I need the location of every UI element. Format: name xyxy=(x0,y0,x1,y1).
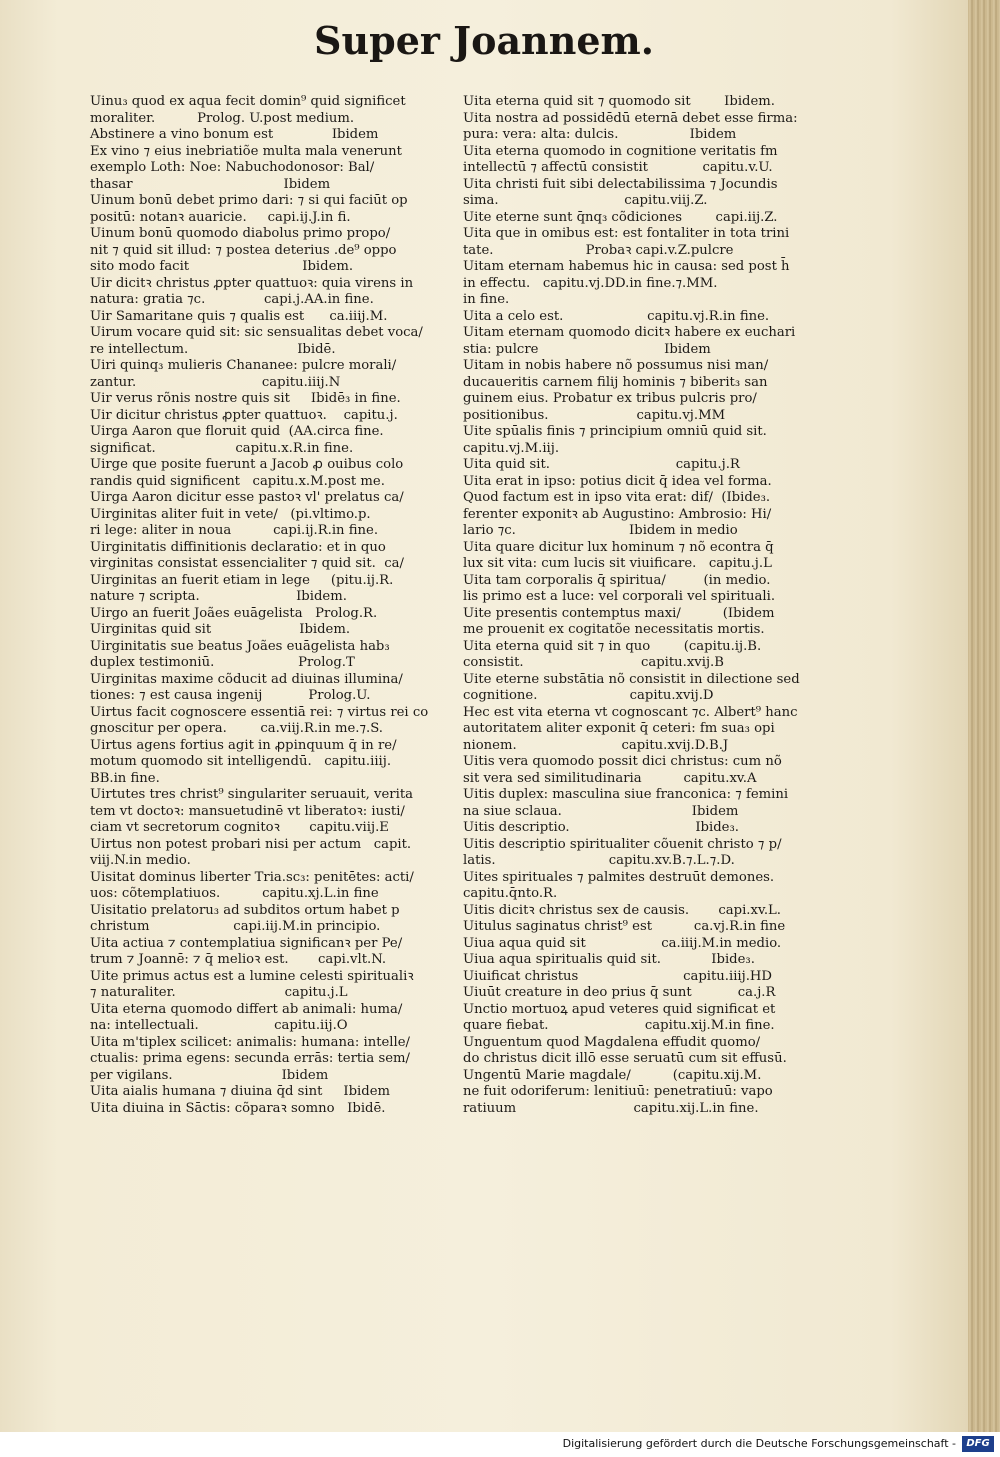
index-entry-line: gnoscitur per opera. ca.viij.R.in me.⁊.S. xyxy=(90,721,383,736)
index-entry-line: Unctio mortuoꝝ apud veteres quid significat et xyxy=(463,1001,776,1017)
index-entry-line: Uir Samaritane quis ⁊ qualis est ca.iiij.M. xyxy=(90,308,388,324)
index-entry-line: Uirginitas aliter fuit in vete/ (pi.vltimo.p. xyxy=(90,506,371,522)
index-entry-line: uos: cõtemplatiuos. capitu.xj.L.in fine xyxy=(90,886,379,901)
index-column-left xyxy=(90,94,436,1117)
index-entry-line: zantur. capitu.iiij.N xyxy=(90,374,341,390)
index-entry-line: positionibus. capitu.vj.MM xyxy=(463,407,726,423)
index-entry-line: na siue sclaua. Ibidem xyxy=(463,803,739,819)
index-entry-line: quare fiebat. capitu.xij.M.in fine. xyxy=(463,1018,775,1033)
index-entry-line: Uita aialis humana ⁊ diuina q̄d sint Ibidem xyxy=(90,1084,391,1099)
running-head: Super Joannem. xyxy=(314,18,654,63)
index-entry-line: tiones: ⁊ est causa ingenij Prolog.U. xyxy=(90,688,371,703)
index-entry-line: nature ⁊ scripta. Ibidem. xyxy=(90,589,347,604)
index-entry-line: intellectū ⁊ affectū consistit capitu.v.U. xyxy=(463,160,773,175)
index-entry-line: christum capi.iij.M.in principio. xyxy=(90,919,381,934)
index-entry-line: nit ⁊ quid sit illud: ⁊ postea deterius .de⁹ oppo xyxy=(90,242,397,258)
index-entry-line: Uirga Aaron que floruit quid (AA.circa fine. xyxy=(90,424,384,439)
index-entry-line: Uite eterne sunt q̄nq₃ cõdiciones capi.iij.Z. xyxy=(463,209,778,225)
index-entry-line: ⁊ naturaliter. capitu.j.L xyxy=(90,985,348,1000)
index-entry-line: Uiua aqua spiritualis quid sit. Ibide₃. xyxy=(463,952,755,967)
index-entry-line: ne fuit odoriferum: lenitiuū: penetratiuū: vapo xyxy=(463,1084,773,1099)
index-entry-line: consistit. capitu.xvij.B xyxy=(463,655,724,670)
index-entry-line: exemplo Loth: Noe: Nabuchodonosor: Bal/ xyxy=(90,160,375,175)
index-entry-line: Uita eterna quomodo differt ab animali: huma/ xyxy=(90,1001,403,1017)
index-entry-line: Uite presentis contemptus maxi/ (Ibidem xyxy=(463,605,775,621)
index-entry-line: ferenter exponitꝛ ab Augustino: Ambrosio: Hi/ xyxy=(463,506,772,522)
index-entry-line: Uita christi fuit sibi delectabilissima ⁊ Jocundis xyxy=(463,176,778,192)
index-column-right xyxy=(463,94,813,1117)
index-entry-line: Uita diuina in Sāctis: cõparaꝛ somno Ibidē. xyxy=(90,1100,386,1116)
index-entry-line: Uitis descriptio spiritualiter cõuenit christo ⁊ p/ xyxy=(463,836,782,852)
index-entry-line: autoritatem aliter exponit q̄ ceteri: fm sua₃ opi xyxy=(463,721,775,736)
index-entry-line: Uirtus facit cognoscere essentiā rei: ⁊ virtus rei co xyxy=(90,704,429,720)
index-entry-line: ri lege: aliter in noua capi.ij.R.in fine. xyxy=(90,523,379,538)
index-entry-line: sit vera sed similitudinaria capitu.xv.A xyxy=(463,770,757,786)
index-entry-line: stia: pulcre Ibidem xyxy=(463,341,711,357)
index-entry-line: Uinu₃ quod ex aqua fecit domin⁹ quid significet xyxy=(90,94,406,109)
index-entry-line: Uitam eternam quomodo dicitꝛ habere ex euchari xyxy=(463,325,796,340)
index-entry-line: Uita eterna quid sit ⁊ quomodo sit Ibidem. xyxy=(463,94,775,109)
index-entry-line: Uitulus saginatus christ⁹ est ca.vj.R.in fine xyxy=(463,919,786,934)
index-entry-line: Hec est vita eterna vt cognoscant ⁊c. Albert⁹ hanc xyxy=(463,704,798,720)
index-entry-line: na: intellectuali. capitu.iij.O xyxy=(90,1018,348,1033)
index-entry-line: natura: gratia ⁊c. capi.j.AA.in fine. xyxy=(90,292,374,307)
index-entry-line: Uir dicitꝛ christus ꝓpter quattuoꝛ: quia virens in xyxy=(90,275,414,291)
index-entry-line: Uirga Aaron dicitur esse pastoꝛ vl' prelatus ca/ xyxy=(90,490,404,505)
index-entry-line: Uita quare dicitur lux hominum ⁊ nõ econtra q̄ xyxy=(463,539,774,555)
index-entry-line: Uir dicitur christus ꝓpter quattuoꝛ. capitu.j. xyxy=(90,407,398,423)
index-entry-line: Uiuificat christus capitu.iiij.HD xyxy=(463,968,773,984)
index-entry-line: virginitas consistat essencialiter ⁊ quid sit. ca/ xyxy=(90,556,404,571)
index-entry-line: sito modo facit Ibidem. xyxy=(90,259,354,274)
index-entry-line: Uita eterna quid sit ⁊ in quo (capitu.ij.B. xyxy=(463,638,762,654)
index-entry-line: sima. capitu.viij.Z. xyxy=(463,193,708,208)
index-entry-line: trum ⁊ Joannē: ⁊ q̄ melioꝛ est. capi.vlt.N. xyxy=(90,952,387,967)
index-entry-line: Uita eterna quomodo in cognitione veritatis fm xyxy=(463,143,778,159)
index-entry-line: ducaueritis carnem filij hominis ⁊ biberit₃ san xyxy=(463,374,768,390)
index-entry-line: Ex vino ⁊ eius inebriatiõe multa mala venerunt xyxy=(90,143,402,159)
index-entry-line: Uita que in omibus est: est fontaliter in tota trini xyxy=(463,226,790,241)
index-entry-line: randis quid significent capitu.x.M.post me. xyxy=(90,473,385,489)
index-entry-line: moraliter. Prolog. U.post medium. xyxy=(90,110,355,126)
index-entry-line: ctualis: prima egens: secunda errās: tertia sem/ xyxy=(90,1051,410,1066)
index-entry-line: BB.in fine. xyxy=(90,770,160,786)
index-entry-line: in fine. xyxy=(463,292,510,307)
index-entry-line: lario ⁊c. Ibidem in medio xyxy=(463,523,738,538)
index-entry-line: Uiuūt creature in deo prius q̄ sunt ca.j.R xyxy=(463,985,776,1000)
index-entry-line: Uirum vocare quid sit: sic sensualitas debet voca/ xyxy=(90,325,423,340)
index-entry-line: me prouenit ex cogitatõe necessitatis mortis. xyxy=(463,622,765,637)
footer-credit: Digitalisierung gefördert durch die Deutsche Forschungsgemeinschaft - xyxy=(562,1437,956,1450)
index-entry-line: Uite eterne substātia nõ consistit in dilectione sed xyxy=(463,671,800,687)
index-entry-line: Uisitat dominus liberter Tria.sc₃: penitētes: acti/ xyxy=(90,869,414,885)
index-entry-line: Uinum bonū debet primo dari: ⁊ si qui faciūt op xyxy=(90,193,408,208)
index-entry-line: latis. capitu.xv.B.⁊.L.⁊.D. xyxy=(463,853,735,868)
index-entry-line: Uita m'tiplex scilicet: animalis: humana: intelle/ xyxy=(90,1034,410,1050)
index-entry-line: in effectu. capitu.vj.DD.in fine.⁊.MM. xyxy=(463,275,718,291)
index-entry-line: Uirge que posite fuerunt a Jacob ꝓ ouibus colo xyxy=(90,457,404,472)
index-entry-line: ciam vt secretorum cognitoꝛ capitu.viij.E xyxy=(90,820,389,835)
page-edge xyxy=(968,0,1000,1432)
index-entry-line: Uites spirituales ⁊ palmites destruūt demones. xyxy=(463,869,775,885)
index-entry-line: Uiri quinq₃ mulieris Chananee: pulcre morali/ xyxy=(90,358,397,373)
index-entry-line: Uita quid sit. capitu.j.R xyxy=(463,457,740,472)
index-entry-line: Uisitatio prelatoru₃ ad subditos ortum habet p xyxy=(90,902,400,918)
index-entry-line: Uita nostra ad possidēdū eternā debet esse firma: xyxy=(463,110,798,126)
index-entry-line: Uitis vera quomodo possit dici christus: cum nõ xyxy=(463,754,782,769)
index-entry-line: cognitione. capitu.xvij.D xyxy=(463,688,714,703)
index-entry-line: Ungentū Marie magdale/ (capitu.xij.M. xyxy=(463,1067,762,1083)
index-entry-line: Uirgo an fuerit Joães euāgelista Prolog.R. xyxy=(90,605,378,621)
index-entry-line: Uitam eternam habemus hic in causa: sed post h̄ xyxy=(463,259,790,274)
index-entry-line: lis primo est a luce: vel corporali vel spirituali. xyxy=(463,589,776,604)
index-entry-line: ratiuum capitu.xij.L.in fine. xyxy=(463,1100,759,1116)
index-entry-line: Uitis descriptio. Ibide₃. xyxy=(463,820,739,835)
index-entry-line: Uirginitas maxime cõducit ad diuinas illumina/ xyxy=(90,671,403,687)
index-entry-line: Uite primus actus est a lumine celesti spiritualiꝛ xyxy=(90,968,414,984)
index-entry-line: Uita actiua ⁊ contemplatiua significanꝛ per Pe/ xyxy=(90,935,403,951)
index-entry-line: capitu.vj.M.iij. xyxy=(463,440,560,456)
index-entry-line: thasar Ibidem xyxy=(90,176,331,192)
index-entry-line: tate. Probaꝛ capi.v.Z.pulcre xyxy=(463,242,734,258)
index-entry-line: Uirginitas an fuerit etiam in lege (pitu.ij.R. xyxy=(90,572,394,588)
index-entry-line: Unguentum quod Magdalena effudit quomo/ xyxy=(463,1034,761,1050)
index-entry-line: Uiua aqua quid sit ca.iiij.M.in medio. xyxy=(463,935,782,951)
index-entry-line: nionem. capitu.xvij.D.B.J xyxy=(463,737,729,753)
index-entry-line: significat. capitu.x.R.in fine. xyxy=(90,440,354,456)
index-entry-line: Uir verus rõnis nostre quis sit Ibidē₃ in fine. xyxy=(90,391,401,406)
index-entry-line: motum quomodo sit intelligendū. capitu.iiij. xyxy=(90,754,392,769)
index-entry-line: lux sit vita: cum lucis sit viuificare. capitu.j.L xyxy=(463,556,772,571)
index-entry-line: Uitis dicitꝛ christus sex de causis. capi.xv.L. xyxy=(463,902,781,918)
index-entry-line: pura: vera: alta: dulcis. Ibidem xyxy=(463,127,737,142)
index-entry-line: Uita tam corporalis q̄ spiritua/ (in medio. xyxy=(463,572,771,588)
index-entry-line: Uirtutes tres christ⁹ singulariter seruauit, verita xyxy=(90,787,413,802)
index-entry-line: Uitam in nobis habere nõ possumus nisi man/ xyxy=(463,358,769,373)
index-entry-line: Uita erat in ipso: potius dicit q̄ idea vel forma. xyxy=(463,473,772,489)
index-entry-line: Uite spūalis finis ⁊ principium omniū quid sit. xyxy=(463,424,767,439)
index-entry-line: guinem eius. Probatur ex tribus pulcris pro/ xyxy=(463,391,757,406)
index-entry-line: do christus dicit illō esse seruatū cum sit effusū. xyxy=(463,1051,787,1066)
index-entry-line: per vigilans. Ibidem xyxy=(90,1067,329,1083)
index-entry-line: Uirginitatis sue beatus Joães euāgelista hab₃ xyxy=(90,638,390,654)
index-entry-line: positū: notanꝛ auaricie. capi.ij.J.in fi. xyxy=(90,209,351,225)
index-entry-line: Uirginitatis diffinitionis declaratio: et in quo xyxy=(90,539,386,555)
index-entry-line: viij.N.in medio. xyxy=(90,853,191,868)
index-entry-line: re intellectum. Ibidē. xyxy=(90,341,336,357)
index-entry-line: Uitis duplex: masculina siue franconica: ⁊ femini xyxy=(463,787,789,802)
footer-bar xyxy=(0,1432,1000,1457)
index-entry-line: Uirginitas quid sit Ibidem. xyxy=(90,622,351,637)
index-entry-line: tem vt doctoꝛ: mansuetudinē vt liberatoꝛ: iusti/ xyxy=(90,803,405,819)
index-entry-line: Uinum bonū quomodo diabolus primo propo/ xyxy=(90,226,391,241)
index-entry-line: Quod factum est in ipso vita erat: dif/ (Ibide₃. xyxy=(463,490,771,505)
index-entry-line: Uita a celo est. capitu.vj.R.in fine. xyxy=(463,308,770,324)
index-entry-line: Uirtus non potest probari nisi per actum capit. xyxy=(90,836,412,852)
dfg-logo-icon: DFG xyxy=(962,1436,994,1452)
index-entry-line: Uirtus agens fortius agit in ꝓpinquum q̄ in re/ xyxy=(90,737,397,753)
index-entry-line: capitu.q̄nto.R. xyxy=(463,886,558,901)
index-entry-line: Abstinere a vino bonum est Ibidem xyxy=(90,127,379,142)
index-entry-line: duplex testimoniū. Prolog.T xyxy=(90,655,355,670)
